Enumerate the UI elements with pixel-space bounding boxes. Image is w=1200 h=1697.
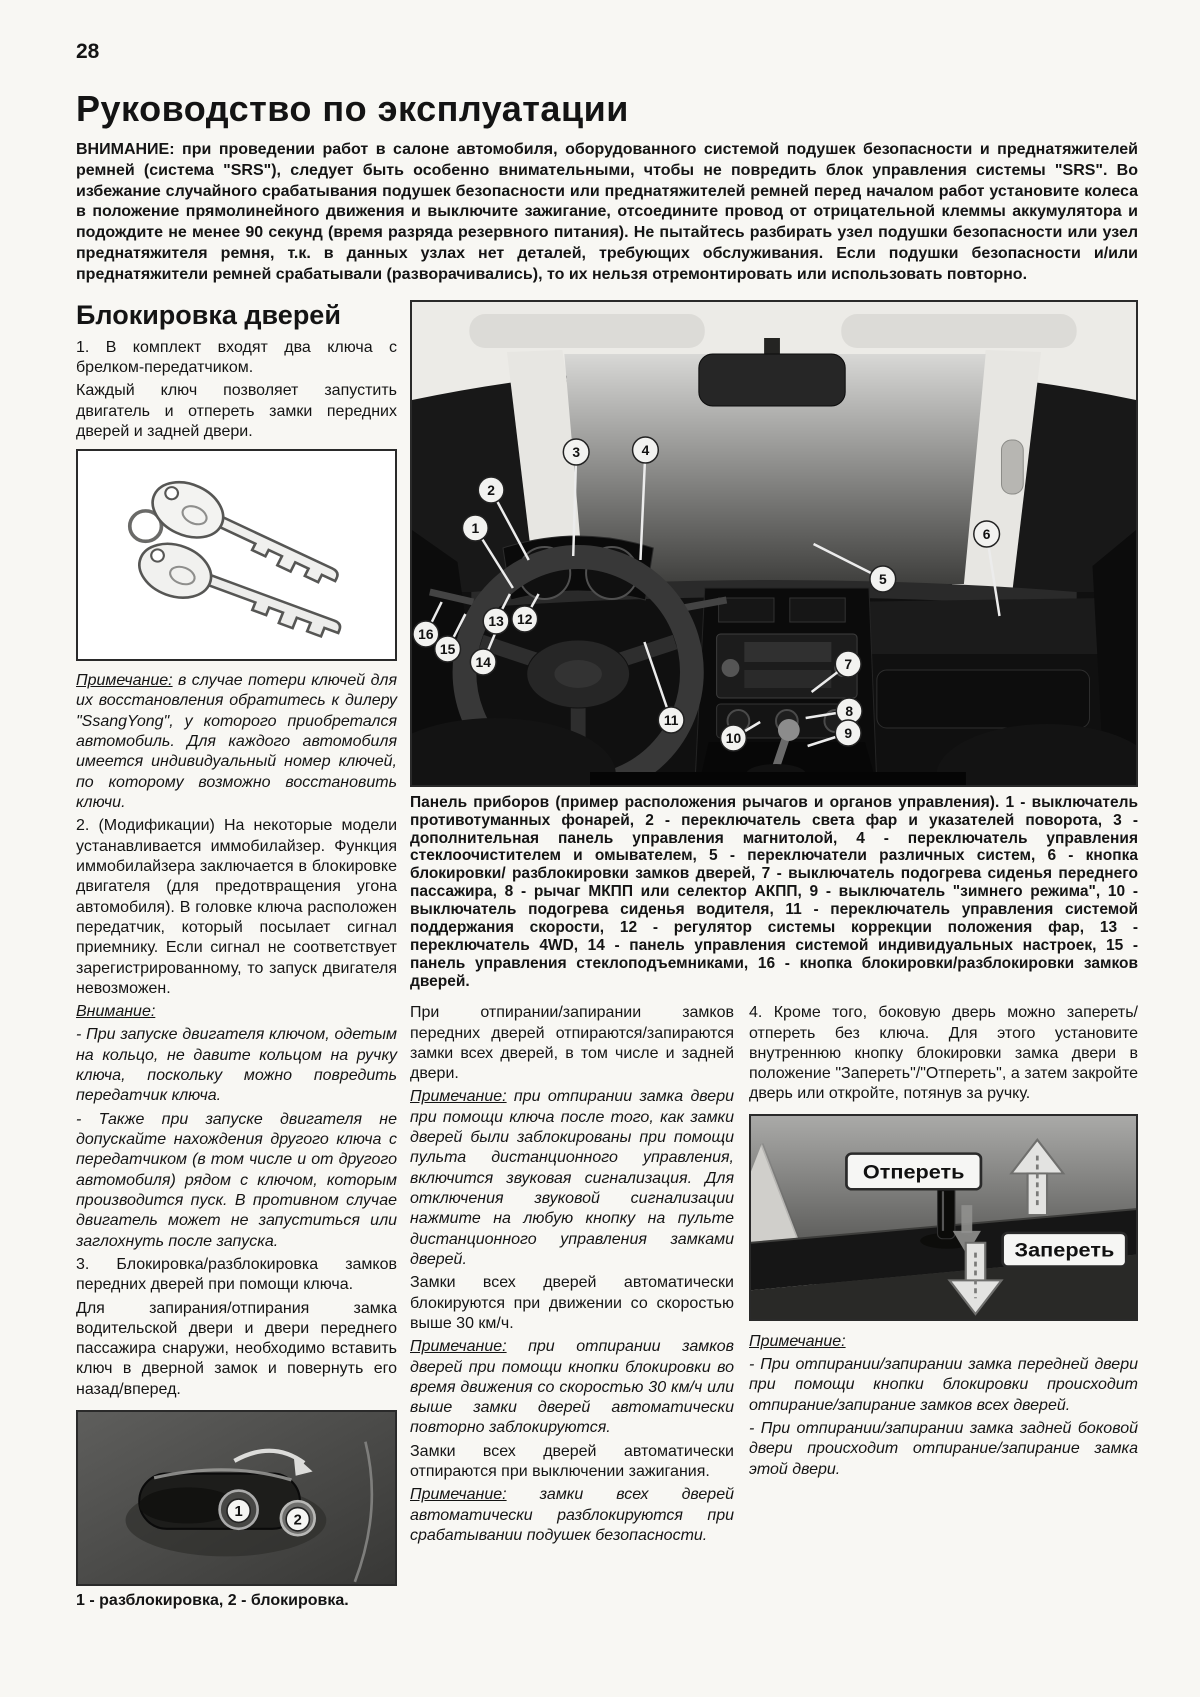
- dash-callout-6: 6: [982, 525, 991, 542]
- note-lead: Примечание:: [410, 1338, 507, 1356]
- srs-warning-paragraph: ВНИМАНИЕ: при проведении работ в салоне автомобиля, оборудованного системой подушек безопасности и преднатяжителей ремней (система "SRS"), следует быть особенно внимательными, чтобы не повредить блок управления системы "SRS". Во избежание случайного срабатывания подушек безопасности или преднатяжителей ремней перед началом работ установите колеса в положение прямолинейного движения и выключите зажигание, отсоедините провод от отрицательной клеммы аккумулятора и подождите не менее 90 секунд (время разряда резервного питания). Не пытайтесь разбирать узел подушки безопасности или узел преднатяжителя ремня, т.к. в данных узлах нет деталей, требующих обслуживания. Если подушки безопасности и/или преднатяжители ремней срабатывали (разворачивались), то их нельзя отремонтировать или использовать повторно.: [76, 141, 1138, 283]
- unlock-label: Отпереть: [862, 1161, 965, 1183]
- paragraph-auto-lock-30: Замки всех дверей автоматически блокируются при движении со скоростью выше 30 км/ч.: [410, 1274, 734, 1332]
- dash-callout-13: 13: [488, 612, 504, 629]
- handle-callout-1: 1: [234, 1504, 243, 1521]
- content-columns: [76, 300, 1138, 1616]
- dash-callout-11: 11: [663, 711, 679, 728]
- lock-label: Запереть: [1014, 1239, 1115, 1262]
- door-handle-photo: [78, 1412, 395, 1584]
- note-knob-heading: [749, 1332, 1138, 1352]
- paragraph-lock-without-key: 4. Кроме того, боковую дверь можно запереть/отпереть без ключа. Для этого установите внутреннюю кнопку блокировки замка двери в положение "Запереть"/"Отпереть", а затем закройте дверь или откройте, потянув за ручку.: [749, 1004, 1138, 1103]
- paragraph-keys-function: Каждый ключ позволяет запустить двигатель и отпереть замки передних дверей и задней двери.: [76, 382, 397, 440]
- right-region: [410, 300, 1138, 1550]
- note-body: в случае потери ключей для их восстановления обратитесь к дилеру "SsangYong", у которого приобретался автомобиль. Для каждого автомобиля имеется индивидуальный номер ключей, по которому возможно восстановить ключи.: [76, 672, 397, 812]
- middle-column: [410, 1003, 734, 1549]
- keys-figure: [76, 449, 397, 661]
- handle-callout-2: 2: [293, 1512, 302, 1529]
- left-column: [76, 300, 397, 1616]
- note-lead: Примечание:: [749, 1332, 846, 1350]
- attention-lead: Внимание:: [76, 1003, 156, 1021]
- note-body: замки всех дверей автоматически разблокируются при срабатывании подушек безопасности.: [410, 1486, 734, 1545]
- handle-figure-caption: 1 - разблокировка, 2 - блокировка.: [76, 1592, 349, 1610]
- page-number: 28: [76, 40, 100, 63]
- sun-visor-left: [469, 314, 704, 348]
- note-body: при отпирании замков дверей при помощи кнопки блокировки во время движения со скоростью 30 км/ч или выше замки дверей автоматически повторно заблокируются.: [410, 1338, 734, 1437]
- lower-columns: [410, 1003, 1138, 1549]
- lock-knob-photo: [751, 1116, 1136, 1319]
- dash-callout-7: 7: [844, 655, 853, 672]
- dash-callout-10: 10: [725, 729, 742, 746]
- right-column: [749, 1003, 1138, 1483]
- dash-callout-16: 16: [418, 625, 434, 642]
- note-alarm: [410, 1087, 734, 1270]
- dashboard-photo: [412, 302, 1136, 785]
- attention-subheading: [76, 1002, 397, 1022]
- keys-illustration: [78, 451, 395, 659]
- paragraph-all-doors: При отпирании/запирании замков передних дверей отпираются/запираются замки всех дверей, в том числе и задней двери.: [410, 1004, 734, 1083]
- dash-callout-8: 8: [845, 702, 854, 719]
- note-knob-rear-door: - При отпирании/запирании замка задней боковой двери происходит отпирание/запирание замка этой двери.: [749, 1420, 1138, 1478]
- attention-bullet-other-key: - Также при запуске двигателя не допускайте нахождения другого ключа с передатчиком (в том числе и от другого автомобиля) рядом с ключом, которым производится пуск. В противном случае двигатель может не запуститься или заглохнуть после запуска.: [76, 1110, 397, 1250]
- grab-handle: [1001, 440, 1023, 494]
- paragraph-immobilizer: 2. (Модификации) На некоторые модели устанавливается иммобилайзер. Функция иммобилайзера заключается в блокировке двигателя (для предотвращения угона автомобиля). В головке ключа расположен передатчик, который посылает сигнал приемнику. Если сигнал не соответствует зарегистрированному, то запуск двигателя невозможен.: [76, 817, 397, 997]
- section-heading-door-locking: Блокировка дверей: [76, 299, 341, 330]
- dashboard-caption: Панель приборов (пример расположения рычагов и органов управления). 1 - выключатель противотуманных фонарей, 2 - переключатель света фар и указателей поворота, 3 - дополнительная панель управления магнитолой, 4 - переключатель управления стеклоочистителем и омывателем, 5 - переключатели различных систем, 6 - кнопка блокировки/ разблокировки замков дверей, 7 - выключатель подогрева сиденья переднего пассажира, 8 - рычаг МКПП или селектор АКПП, 9 - выключатель "зимнего режима", 10 - выключатель подогрева сиденья водителя, 11 - переключатель управления системой поддержания скорости, 12 - регулятор системы коррекции положения фар, 13 - переключатель 4WD, 14 - панель управления системой индивидуальных настроек, 15 - панель управления стеклоподъемниками, 16 - кнопка блокировки/разблокировки замков дверей.: [410, 793, 1138, 991]
- lock-knob: [938, 1185, 955, 1238]
- lock-knob-figure: [749, 1114, 1138, 1321]
- dash-callout-3: 3: [572, 443, 581, 460]
- glovebox: [877, 670, 1090, 728]
- note-body: при отпирании замка двери при помощи ключа после того, как замки дверей были заблокированы при помощи пульта дистанционного управления, включится звуковая сигнализация. Для отключения звуковой сигнализации нажмите на любую кнопку на пульте дистанционного управления замками дверей.: [410, 1088, 734, 1268]
- sun-visor-right: [841, 314, 1076, 348]
- dash-callout-14: 14: [475, 653, 491, 670]
- dash-callout-9: 9: [844, 724, 853, 741]
- dash-callout-12: 12: [517, 610, 533, 627]
- rear-view-mirror: [699, 354, 845, 406]
- page-title: Руководство по эксплуатации: [76, 88, 629, 129]
- note-lead: Примечание:: [410, 1486, 507, 1504]
- attention-bullet-ring: - При запуске двигателя ключом, одетым на кольцо, не давите кольцом на ручку ключа, поскольку можно повредить передатчик ключа.: [76, 1026, 397, 1105]
- paragraph-keys-set: 1. В комплект входят два ключа с брелком-передатчиком.: [76, 338, 397, 376]
- paragraph-auto-unlock-ignition: Замки всех дверей автоматически отпираются при выключении зажигания.: [410, 1442, 734, 1481]
- note-knob-front-door: - При отпирании/запирании замка передней двери при помощи кнопки блокировки происходит отпирание/запирание замков всех дверей.: [749, 1356, 1138, 1414]
- dash-callout-2: 2: [487, 481, 495, 498]
- note-lead: Примечание:: [76, 672, 173, 690]
- dash-callout-15: 15: [439, 640, 456, 657]
- note-lost-keys: [76, 671, 397, 813]
- dash-callout-5: 5: [878, 570, 887, 587]
- dashboard-figure: [410, 300, 1138, 787]
- note-relock: [410, 1337, 734, 1439]
- dash-callout-4: 4: [641, 441, 650, 458]
- door-handle-figure: [76, 1410, 397, 1586]
- dash-callout-1: 1: [471, 519, 480, 536]
- note-lead: Примечание:: [410, 1088, 507, 1106]
- paragraph-lock-unlock-key: 3. Блокировка/разблокировка замков передних дверей при помощи ключа.: [76, 1255, 397, 1294]
- note-airbag-unlock: [410, 1485, 734, 1546]
- paragraph-insert-key: Для запирания/отпирания замка водительской двери и двери переднего пассажира снаружи, необходимо вставить ключ в дверной замок и повернуть его назад/вперед.: [76, 1299, 397, 1398]
